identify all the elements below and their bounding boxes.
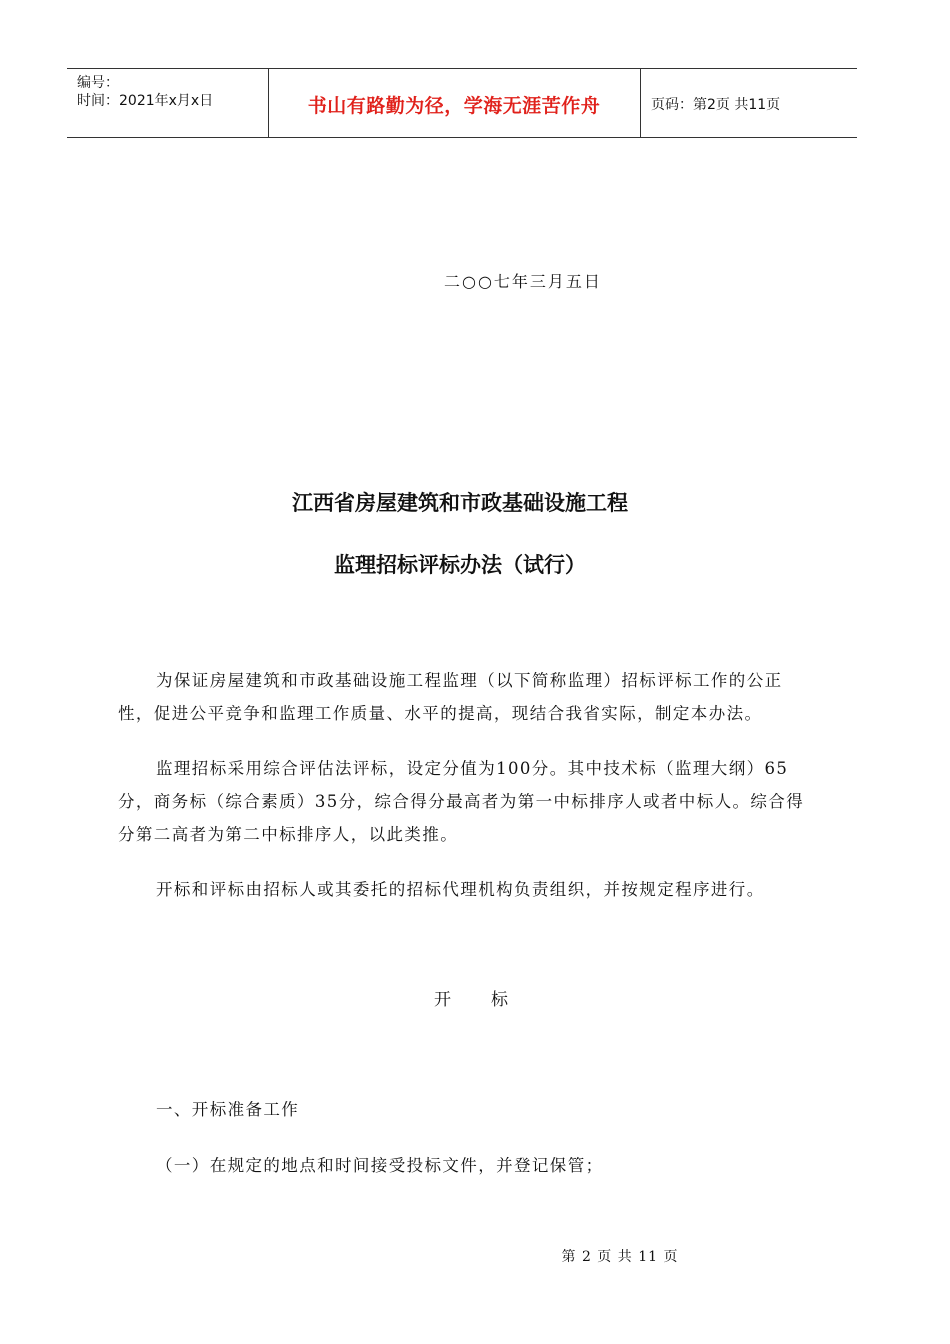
paragraph-organization: 开标和评标由招标人或其委托的招标代理机构负责组织，并按规定程序进行。 <box>156 880 765 899</box>
header-motto: 书山有路勤为径，学海无涯苦作舟 <box>307 95 601 117</box>
section-heading <box>434 985 508 1010</box>
paragraph-purpose: 为保证房屋建筑和市政基础设施工程监理（以下简称监理）招标评标工作的公正性，促进公平竞争和监理工作质量、水平的提高，现结合我省实际，制定本办法。 <box>118 671 783 723</box>
page-header <box>67 68 857 138</box>
section-heading-char-1: 开 <box>434 990 451 1010</box>
list-item-preparation: 一、开标准备工作 <box>156 1100 300 1119</box>
header-page-info: 页码：第2页 共11页 <box>651 97 781 113</box>
time-label: 时间：2021年x月x日 <box>77 93 214 109</box>
header-right-cell <box>641 69 857 137</box>
document-title-line2: 监理招标评标办法（试行） <box>334 552 586 577</box>
document-title-line1: 江西省房屋建筑和市政基础设施工程 <box>292 490 628 515</box>
page-footer: 第 2 页 共 11 页 <box>561 1249 679 1265</box>
header-middle-cell <box>268 69 641 137</box>
paragraph-scoring: 监理招标采用综合评估法评标，设定分值为100分。其中技术标（监理大纲）65分，商务标（综合素质）35分，综合得分最高者为第一中标排序人或者中标人。综合得分第二高者为第二中标排序人，以此类推。 <box>118 759 805 844</box>
document-date: 二○○七年三月五日 <box>444 272 602 291</box>
section-heading-char-2: 标 <box>491 990 508 1010</box>
header-left-cell <box>67 69 269 137</box>
number-label: 编号： <box>77 75 119 91</box>
list-item-receive-bids: （一）在规定的地点和时间接受投标文件，并登记保管； <box>156 1156 604 1175</box>
